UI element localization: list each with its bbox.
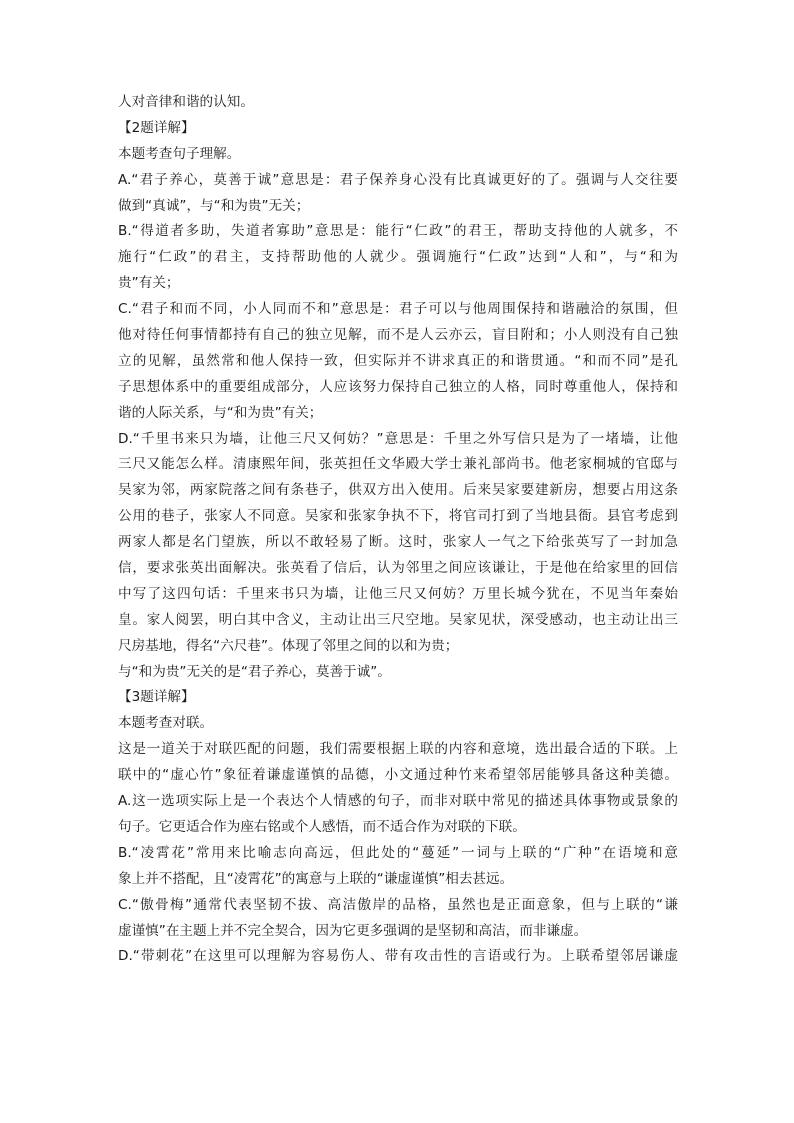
text-line: 立的见解，虽然常和他人保持一致，但实际并不讲求真正的和谐贯通。“和而不同”是孔 — [118, 352, 678, 369]
text-line: A.这一选项实际上是一个表达个人情感的句子，而非对联中常见的描述具体事物或景象的 — [118, 793, 678, 810]
section-heading: 【3题详解】 — [118, 689, 195, 706]
text-line: 句子。它更适合作为座右铭或个人感悟，而不适合作为对联的下联。 — [118, 818, 526, 835]
text-line: 人对音律和谐的认知。 — [118, 94, 254, 110]
text-line: 吴家为邻，两家院落之间有条巷子，供双方出入使用。后来吴家要建新房，想要占用这条 — [118, 482, 678, 499]
text-line: D.“千里书来只为墙，让他三尺又何妨？”意思是：千里之外写信只是为了一堵墙，让他 — [118, 430, 678, 447]
text-line: 虚谨慎”在主题上并不完全契合，因为它更多强调的是坚韧和高洁，而非谦虚。 — [118, 922, 588, 939]
text-line: 信，要求张英出面解决。张英看了信后，认为邻里之间应该谦让，于是他在给家里的回信 — [118, 560, 678, 577]
text-line: 施行“仁政”的君主，支持帮助他的人就少。强调施行“仁政”达到“人和”，与“和为 — [118, 249, 678, 266]
text-line: 与“和为贵”无关的是“君子养心，莫善于诚”。 — [118, 663, 391, 680]
text-line: 中写了这四句话：千里来书只为墙，让他三尺又何妨？万里长城今犹在，不见当年秦始 — [118, 585, 678, 602]
text-line: 本题考查句子理解。 — [118, 145, 241, 162]
text-line: 尺房基地，得名“六尺巷”。体现了邻里之间的以和为贵； — [118, 637, 459, 654]
text-line: D.“带刺花”在这里可以理解为容易伤人、带有攻击性的言语或行为。上联希望邻居谦虚 — [118, 948, 678, 965]
text-line: 三尺又能怎么样。清康熙年间，张英担任文华殿大学士兼礼部尚书。他老家桐城的官邸与 — [118, 456, 678, 473]
text-line: 子思想体系中的重要组成部分，人应该努力保持自己独立的人格，同时尊重他人，保持和 — [118, 378, 678, 395]
text-line: 皇。家人阅罢，明白其中含义，主动让出三尺空地。吴家见状，深受感动，也主动让出三 — [118, 611, 678, 628]
text-line: 象上并不搭配，且“凌霄花”的寓意与上联的“谦虚谨慎”相去甚远。 — [118, 870, 514, 887]
text-line: 联中的“虚心竹”象征着谦虚谨慎的品德，小文通过种竹来希望邻居能够具备这种美德。 — [118, 767, 678, 784]
text-line: C.“傲骨梅”通常代表坚韧不拔、高洁傲岸的品格，虽然也是正面意象，但与上联的“谦 — [118, 896, 678, 913]
text-line: C.“君子和而不同，小人同而不和”意思是：君子可以与他周围保持和谐融洽的氛围，但 — [118, 301, 678, 318]
text-line: 谐的人际关系，与“和为贵”有关； — [118, 404, 323, 421]
text-line: 本题考查对联。 — [118, 715, 214, 732]
text-line: 这是一道关于对联匹配的问题，我们需要根据上联的内容和意境，选出最合适的下联。上 — [118, 741, 678, 758]
text-line: 做到“真诚”，与“和为贵”无关； — [118, 197, 310, 214]
section-heading: 【2题详解】 — [118, 119, 195, 136]
text-line: 贵”有关； — [118, 275, 180, 292]
text-line: B.“得道者多助，失道者寡助”意思是：能行“仁政”的君王，帮助支持他的人就多，不 — [118, 223, 678, 240]
text-line: B.“凌霄花”常用来比喻志向高远，但此处的“蔓延”一词与上联的“广种”在语境和意 — [118, 844, 678, 861]
text-line: 他对待任何事情都持有自己的独立见解，而不是人云亦云，盲目附和；小人则没有自己独 — [118, 327, 678, 344]
text-line: 两家人都是名门望族，所以不敢轻易了断。这时，张家人一气之下给张英写了一封加急 — [118, 534, 678, 551]
text-line: A.“君子养心，莫善于诚”意思是：君子保养身心没有比真诚更好的了。强调与人交往要 — [118, 171, 678, 188]
text-line: 公用的巷子，张家人不同意。吴家和张家争执不下，将官司打到了当地县衙。县官考虑到 — [118, 508, 678, 525]
document-body — [118, 90, 678, 970]
